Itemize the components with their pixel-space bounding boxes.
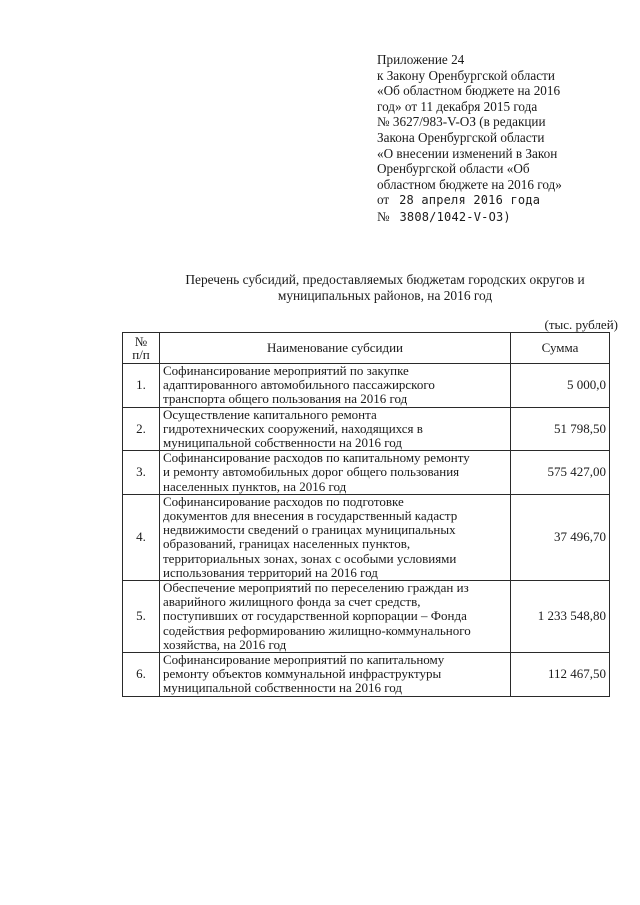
- subsidy-name-line: населенных пунктов, на 2016 год: [163, 478, 347, 494]
- table-header-row: [123, 333, 610, 364]
- subsidy-name-line: использования территорий на 2016 год: [163, 564, 378, 580]
- row-number: 2.: [123, 407, 160, 451]
- subsidy-name-line: документов для внесения в государственный кадастр: [163, 508, 458, 524]
- subsidy-name-line: недвижимости сведений о границах муниципальных: [163, 522, 456, 538]
- subsidy-name-line: Софинансирование расходов по капитальному ремонту: [163, 450, 470, 466]
- amendment-date: 28 апреля 2016 года: [399, 193, 541, 208]
- appendix-line: к Закону Оренбургской области: [377, 67, 555, 83]
- subsidy-name-line: содействия реформированию жилищно-коммунального: [163, 622, 471, 638]
- document-title: [150, 272, 620, 304]
- subsidy-name: [160, 653, 511, 697]
- subsidy-amount: 1 233 548,80: [511, 581, 610, 653]
- subsidy-name: [160, 407, 511, 451]
- title-line: Перечень субсидий, предоставляемых бюджетам городских округов и: [185, 272, 585, 287]
- title-line: муниципальных районов, на 2016 год: [277, 288, 493, 303]
- appendix-line: областном бюджете на 2016 год»: [377, 176, 562, 192]
- appendix-line: № 3627/983-V-ОЗ (в редакции: [377, 114, 546, 130]
- subsidy-name: [160, 451, 511, 495]
- subsidy-name-line: поступивших от государственной корпорации – Фонда: [163, 608, 467, 624]
- subsidy-name-line: Софинансирование расходов по подготовке: [163, 493, 404, 509]
- subsidy-name-line: Софинансирование мероприятий по капитальному: [163, 652, 445, 668]
- subsidy-name: [160, 494, 511, 580]
- appendix-line: «Об областном бюджете на 2016: [377, 83, 561, 99]
- subsidy-name-line: территориальных зонах, зонах с особыми условиями: [163, 550, 457, 566]
- appendix-line: год» от 11 декабря 2015 года: [377, 98, 538, 114]
- amendment-number: 3808/1042-V-ОЗ): [399, 209, 511, 224]
- subsidy-name-line: аварийного жилищного фонда за счет средств,: [163, 594, 421, 610]
- row-number: 3.: [123, 451, 160, 495]
- subsidy-name-line: муниципальной собственности на 2016 год: [163, 435, 403, 451]
- subsidy-name-line: образований, границах населенных пунктов,: [163, 536, 411, 552]
- row-number: 1.: [123, 364, 160, 408]
- subsidy-name-line: ремонту объектов коммунальной инфраструктуры: [163, 666, 442, 682]
- subsidy-name-line: транспорта общего пользования на 2016 год: [163, 391, 408, 407]
- subsidy-name-line: Софинансирование мероприятий по закупке: [163, 363, 409, 378]
- table-row: [123, 407, 610, 451]
- table-row: [123, 451, 610, 495]
- number-prefix: №: [377, 208, 390, 224]
- row-number: 5.: [123, 581, 160, 653]
- subsidy-amount: 575 427,00: [511, 451, 610, 495]
- subsidy-amount: 112 467,50: [511, 653, 610, 697]
- appendix-note: [377, 52, 617, 226]
- row-number: 6.: [123, 653, 160, 697]
- table-row: [123, 494, 610, 580]
- row-number: 4.: [123, 494, 160, 580]
- subsidies-table: [122, 332, 610, 697]
- date-prefix: от: [377, 192, 390, 208]
- appendix-line: Закона Оренбургской области: [377, 129, 545, 145]
- subsidy-amount: 5 000,0: [511, 364, 610, 408]
- subsidy-name-line: Обеспечение мероприятий по переселению граждан из: [163, 580, 469, 596]
- table-row: [123, 581, 610, 653]
- subsidy-name-line: адаптированного автомобильного пассажирского: [163, 377, 435, 393]
- appendix-line: Приложение 24: [377, 52, 465, 67]
- subsidy-name: [160, 581, 511, 653]
- subsidy-name: [160, 364, 511, 408]
- subsidy-amount: 51 798,50: [511, 407, 610, 451]
- units-label: (тыс. рублей): [544, 317, 618, 332]
- amendment-date-line: [377, 192, 617, 209]
- appendix-line: Оренбургской области «Об: [377, 161, 530, 177]
- appendix-line: «О внесении изменений в Закон: [377, 145, 558, 161]
- subsidy-amount: 37 496,70: [511, 494, 610, 580]
- subsidy-name-line: Осуществление капитального ремонта: [163, 406, 377, 422]
- subsidy-name-line: хозяйства, на 2016 год: [163, 636, 287, 652]
- column-header-name: Наименование субсидии: [160, 333, 511, 364]
- amendment-number-line: [377, 209, 617, 226]
- column-header-number: № п/п: [123, 333, 160, 364]
- subsidy-name-line: муниципальной собственности на 2016 год: [163, 680, 403, 696]
- table-row: [123, 364, 610, 408]
- column-header-sum: Сумма: [511, 333, 610, 364]
- subsidy-name-line: и ремонту автомобильных дорог общего пользования: [163, 464, 460, 480]
- table-row: [123, 653, 610, 697]
- subsidy-name-line: гидротехнических сооружений, находящихся в: [163, 420, 423, 436]
